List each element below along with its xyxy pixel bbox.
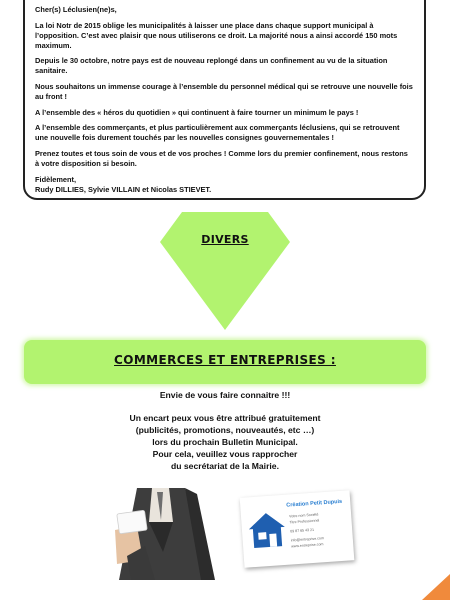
business-card-image [240,490,355,568]
letter-paragraph: A l’ensemble des « héros du quotidien » qui continuent à faire tourner un minimum le pays ! [35,107,359,117]
letter-paragraph: La loi Notr de 2015 oblige les municipalités à laisser une place dans chaque support municipal à l’opposition. C’est avec plaisir que nous utiliserons ce droit. La majorité nous a ainsi accordé 150 mots maximum. [35,20,398,50]
letter-paragraph: A l’ensemble des commerçants, et plus particulièrement aux commerçants léclusiens, qui se retrouvent une nouvelle fois durement touchés par les nouvelles consignes gouvernementales ! [35,123,400,143]
card-line: 09 87 65 43 21 [290,527,315,534]
opposition-letter-box [23,0,426,200]
letter-paragraph: Nous souhaitons un immense courage à l’ensemble du personnel médical qui se retrouve une nouvelle fois au front ! [35,82,413,102]
promo-line: Pour cela, veuillez vous rapprocher [152,449,298,459]
signature-names: Rudy DILLIES, Sylvie VILLAIN et Nicolas STIEVET. [35,184,212,194]
businesswoman-holding-card-image [97,482,215,580]
corner-decoration [422,574,450,600]
letter-paragraph: Prenez toutes et tous soin de vous et de vos proches ! Comme lors du premier confinement, nous restons à votre disposition si besoin. [35,149,408,169]
commerces-banner-title: COMMERCES ET ENTREPRISES : [114,353,336,367]
divers-diamond [160,212,290,330]
promo-line: (publicités, promotions, nouveautés, etc …) [135,425,315,435]
house-icon [246,509,289,552]
promo-line: du secrétariat de la Mairie. [171,461,279,471]
letter-greeting: Cher(s) Léclusien(ne)s, [35,5,117,14]
commerces-banner [24,340,426,384]
promo-headline: Envie de vous faire connaitre !!! [159,390,291,400]
card-line: info@entreprise.com [290,536,325,543]
promo-line: Un encart peux vous être attribué gratuitement [129,413,321,423]
card-line: www.entreprise.com [291,542,324,549]
card-line: Votre nom Société [288,512,319,519]
divers-heading: DIVERS [201,233,249,246]
card-line: Titre Professionnel [289,518,320,525]
letter-paragraph: Depuis le 30 octobre, notre pays est de nouveau replongé dans un confinement au vu de la situation sanitaire. [35,56,388,76]
signature-greeting: Fidèlement, [35,174,77,184]
promo-line: lors du prochain Bulletin Municipal. [152,437,298,447]
card-company-name: Création Petit Dupuis [286,498,343,509]
